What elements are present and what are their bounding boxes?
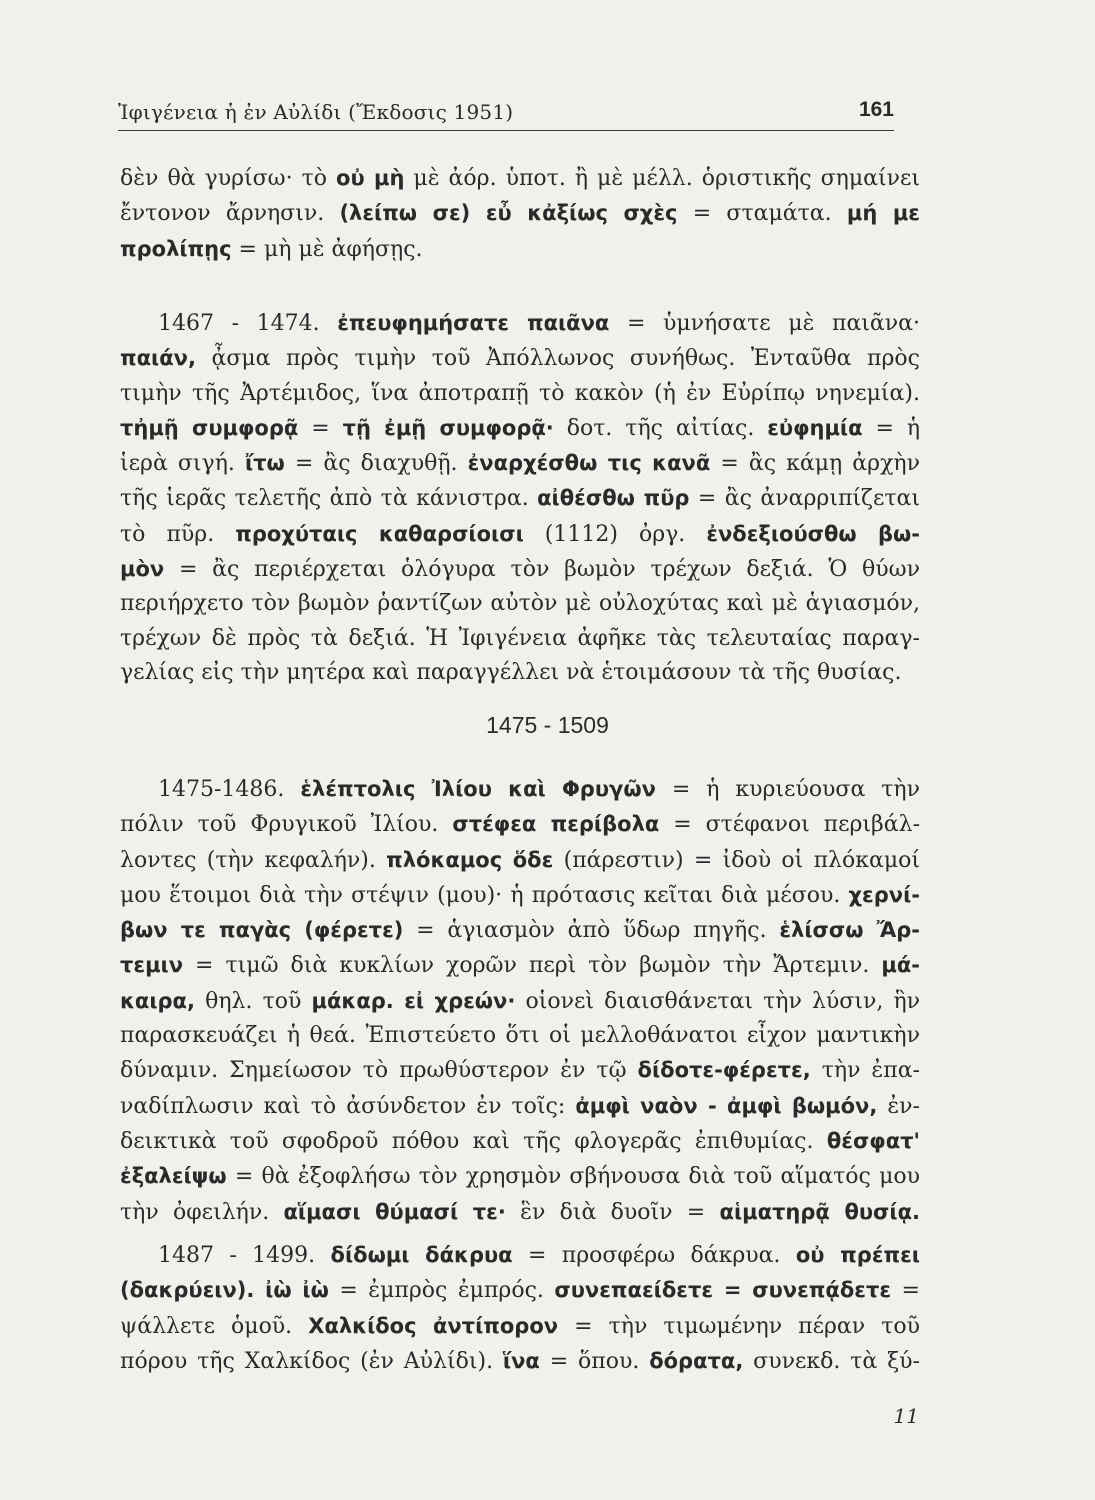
section-heading: 1475 - 1509 [486, 712, 609, 738]
commentary-paragraph-1 [120, 161, 920, 267]
text-line: τρέχων δὲ πρὸς τὰ δεξιά. Ἡ Ἰφιγένεια ἀφῆκε τὰς τελευταίας παραγ- [120, 625, 920, 651]
text-line: τιμὴν τῆς Ἀρτέμιδος, ἵνα ἀποτραπῇ τὸ κακὸν (ἡ ἐν Εὐρίπῳ νηνεμία). [120, 380, 920, 406]
text-line: δεικτικὰ τοῦ σφοδροῦ πόθου καὶ τῆς φλογερᾶς ἐπιθυμίας. θέσφατ' [120, 1128, 920, 1154]
text-line: ἔντονον ἄρνησιν. (λείπω σε) εὖ κἀξίως σχὲς = σταμάτα. μή με [120, 201, 920, 227]
text-line: (δακρύειν). ἰὼ ἰὼ = ἐμπρὸς ἐμπρός. συνεπαείδετε = συνεπᾴδετε = [120, 1278, 920, 1304]
text-line: ἐξαλείψω = θὰ ἐξοφλήσω τὸν χρησμὸν σβήνουσα διὰ τοῦ αἵματός μου [120, 1164, 920, 1190]
text-line: τεμιν = τιμῶ διὰ κυκλίων χορῶν περὶ τὸν βωμὸν τὴν Ἄρτεμιν. μά- [120, 953, 920, 979]
text-line: προλίπῃς = μὴ μὲ ἀφήσῃς. [120, 236, 423, 262]
text-line: δύναμιν. Σημείωσον τὸ πρωθύστερον ἐν τῷ δίδοτε-φέρετε, τὴν ἐπα- [120, 1058, 920, 1084]
text-line: τῆς ἱερᾶς τελετῆς ἀπὸ τὰ κάνιστρα. αἰθέσθω πῦρ = ἂς ἀναρριπίζεται [120, 486, 921, 512]
text-line: 1467 - 1474. ἐπευφημήσατε παιᾶνα = ὑμνήσατε μὲ παιᾶνα· [158, 311, 921, 336]
text-line: ψάλλετε ὁμοῦ. Χαλκίδος ἀντίπορον = τὴν τιμωμένην πέραν τοῦ [120, 1313, 920, 1339]
text-line: τὸ πῦρ. προχύταις καθαρσίοισι (1112) ὀργ. ἐνδεξιούσθω βω- [120, 521, 920, 547]
text-line: γελίας εἰς τὴν μητέρα καὶ παραγγέλλει νὰ ἑτοιμάσουν τὰ τῆς θυσίας. [120, 659, 902, 685]
commentary-paragraph-4 [120, 1238, 920, 1379]
text-line: ἱερὰ σιγή. ἴτω = ἂς διαχυθῇ. ἐναρχέσθω τις κανᾶ = ἂς κάμῃ ἀρχὴν [120, 451, 920, 477]
text-line: μὸν = ἂς περιέρχεται ὁλόγυρα τὸν βωμὸν τρέχων δεξιά. Ὁ θύων [120, 557, 920, 583]
text-line: τὴν ὀφειλήν. αἵμασι θύμασί τε· ἓν διὰ δυοῖν = αἱματηρᾷ θυσίᾳ. [120, 1199, 920, 1225]
text-line: πόλιν τοῦ Φρυγικοῦ Ἰλίου. στέφεα περίβολα = στέφανοι περιβάλ- [120, 812, 921, 838]
running-title: Ἰφιγένεια ἡ ἐν Αὐλίδι (Ἔκδοσις 1951) [118, 100, 514, 124]
text-line: τἠμῇ συμφορᾷ = τῇ ἐμῇ συμφορᾷ· δοτ. τῆς αἰτίας. εὐφημία = ἡ [120, 415, 920, 441]
signature-mark: 11 [893, 1404, 919, 1428]
text-line: δὲν θὰ γυρίσω· τὸ οὐ μὴ μὲ ἀόρ. ὑποτ. ἢ μὲ μέλλ. ὁριστικῆς σημαίνει [120, 166, 921, 191]
running-header [118, 96, 894, 131]
text-line: λοντες (τὴν κεφαλήν). πλόκαμος ὅδε (πάρεστιν) = ἰδοὺ οἱ πλόκαμοί [120, 847, 921, 873]
text-line: μου ἕτοιμοι διὰ τὴν στέψιν (μου)· ἡ πρότασις κεῖται διὰ μέσου. χερνί- [120, 882, 920, 908]
text-line: περιήρχετο τὸν βωμὸν ῥαντίζων αὐτὸν μὲ οὐλοχύτας καὶ μὲ ἁγιασμόν, [120, 591, 920, 617]
commentary-paragraph-2 [120, 306, 920, 690]
text-line: 1487 - 1499. δίδωμι δάκρυα = προσφέρω δάκρυα. οὐ πρέπει [158, 1243, 920, 1268]
text-line: ναδίπλωσιν καὶ τὸ ἀσύνδετον ἐν τοῖς: ἀμφὶ ναὸν - ἀμφὶ βωμόν, ἐν- [120, 1093, 920, 1119]
text-line: πόρου τῆς Χαλκίδος (ἐν Αὐλίδι). ἵνα = ὅπου. δόρατα, συνεκδ. τὰ ξύ- [120, 1348, 920, 1374]
text-line: παιάν, ᾆσμα πρὸς τιμὴν τοῦ Ἀπόλλωνος συνήθως. Ἐνταῦθα πρὸς [120, 346, 920, 372]
text-line: 1475-1486. ἑλέπτολις Ἰλίου καὶ Φρυγῶν = ἡ κυριεύουσα τὴν [158, 777, 920, 802]
commentary-paragraph-3 [120, 772, 920, 1230]
text-line: καιρα, θηλ. τοῦ μάκαρ. εἰ χρεών· οἱονεὶ διαισθάνεται τὴν λύσιν, ἣν [120, 988, 920, 1014]
text-line: παρασκευάζει ἡ θεά. Ἐπιστεύετο ὅτι οἱ μελλοθάνατοι εἶχον μαντικὴν [120, 1023, 920, 1049]
page-number: 161 [858, 98, 894, 121]
text-line: βων τε παγὰς (φέρετε) = ἁγιασμὸν ἀπὸ ὕδωρ πηγῆς. ἑλίσσω Ἄρ- [120, 918, 920, 944]
